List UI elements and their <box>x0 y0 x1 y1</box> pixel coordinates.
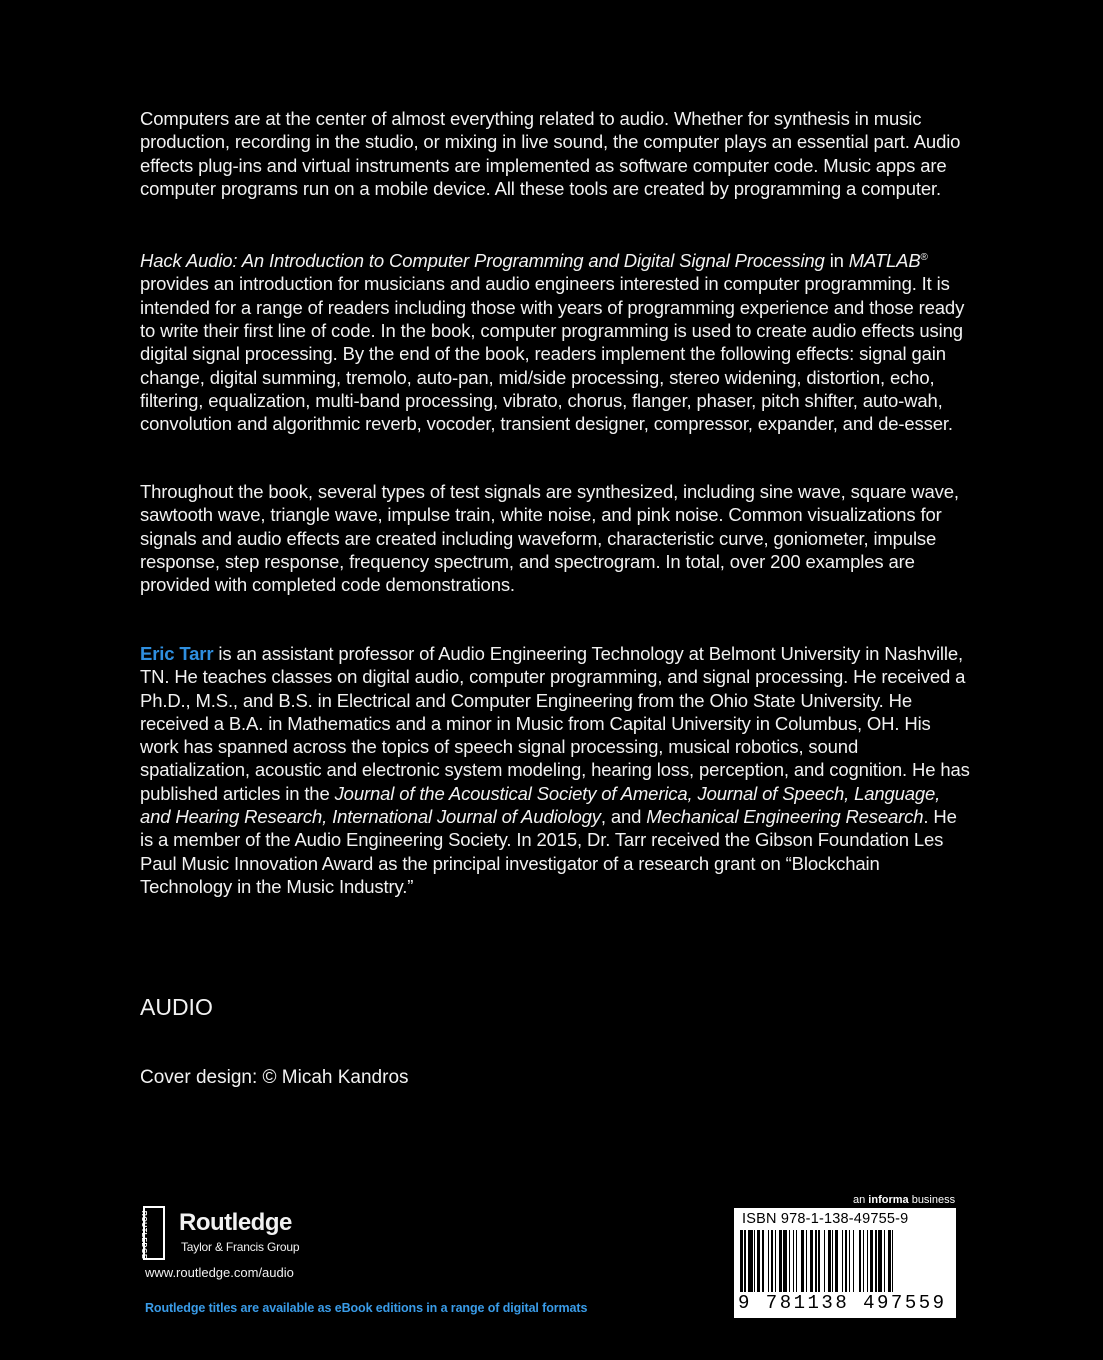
routledge-logo <box>140 1206 363 1260</box>
matlab-word: MATLAB <box>848 250 921 272</box>
registered-mark: ® <box>920 252 928 263</box>
description-text-1: Computers are at the center of almost everything related to audio. Whether for synthesis in music production, recording in the studio, or mixing in live sound, the computer plays an essential part. Audio effects plug-ins and virtual instruments are implemented as software computer code. Music apps are computer programs run on a mobile device. All these tools are created by programming a computer. <box>140 108 961 199</box>
description-paragraph-2 <box>140 246 970 436</box>
description-paragraph-3 <box>140 480 970 596</box>
description-paragraph-1 <box>140 107 970 200</box>
ebook-note: Routledge titles are available as eBook editions in a range of digital formats <box>145 1301 588 1315</box>
barcode-bars-icon <box>740 1230 952 1296</box>
description-text-2: provides an introduction for musicians and audio engineers interested in computer programming. It is intended for a range of readers including those with years of programming experience and those ready to write their first line of code. In the book, computer programming is used to create audio effects using digital signal processing. By the end of the book, readers implement the following effects: signal gain change, digital summing, tremolo, auto-pan, mid/side processing, stereo widening, distortion, echo, filtering, equalization, multi-band processing, vibrato, chorus, flanger, phaser, pitch shifter, auto-wah, convolution and algorithmic reverb, vocoder, transient designer, compressor, expander, and de-esser. <box>140 273 965 435</box>
informa-business <box>853 1194 955 1206</box>
bio-journals-1: Journal of the Acoustical Society of America, Journal of Speech, Language, and Hearing Research, International Journal of Audiology <box>140 782 941 828</box>
subject-category: AUDIO <box>140 994 213 1020</box>
in-word: in <box>824 250 849 272</box>
isbn-number: ISBN 978-1-138-49755-9 <box>742 1211 909 1227</box>
informa-brand: informa <box>868 1194 909 1206</box>
author-bio <box>140 642 970 898</box>
cover-credit: Cover design: © Micah Kandros <box>140 1067 409 1088</box>
routledge-logo-mark-icon <box>140 1206 165 1260</box>
bio-journal-2: Mechanical Engineering Research <box>646 806 924 828</box>
bio-text-3: . He is a member of the Audio Engineering Society. In 2015, Dr. Tarr received the Gibson Foundation Les Paul Music Innovation Award as the principal investigator of a research grant on “Blockchain Technology in the Music Industry.” <box>140 806 957 897</box>
bio-text-2: , and <box>600 806 647 828</box>
publisher-url: www.routledge.com/audio <box>145 1265 294 1280</box>
author-name: Eric Tarr <box>140 643 214 664</box>
bio-text-1: is an assistant professor of Audio Engineering Technology at Belmont University in Nashville, TN. He teaches classes on digital audio, computer programming, and signal processing. He received a Ph.D., M.S., and B.S. in Electrical and Computer Engineering from the Ohio State University. He received a B.A. in Mathematics and a minor in Music from Capital University in Columbus, OH. His work has spanned across the topics of speech signal processing, musical robotics, sound spatialization, acoustic and electronic system modeling, hearing loss, perception, and cognition. He has published articles in the <box>140 643 970 804</box>
informa-suffix: business <box>908 1194 956 1206</box>
informa-prefix: an <box>853 1194 869 1206</box>
barcode <box>734 1208 956 1318</box>
publisher-name: Routledge <box>179 1209 292 1236</box>
description-text-3: Throughout the book, several types of test signals are synthesized, including sine wave, square wave, sawtooth wave, triangle wave, impulse train, white noise, and pink noise. Common visualizations for signals and audio effects are created including waveform, characteristic curve, goniometer, impulse response, step response, frequency spectrum, and spectrogram. In total, over 200 examples are provided with completed code demonstrations. <box>140 481 959 596</box>
book-title: Hack Audio: An Introduction to Computer Programming and Digital Signal Processing <box>140 250 825 272</box>
publisher-group: Taylor & Francis Group <box>181 1240 300 1254</box>
logo-vertical-text: ROUTLEDGE <box>140 1210 147 1260</box>
barcode-digits: 9 781138 497559 <box>738 1292 947 1314</box>
